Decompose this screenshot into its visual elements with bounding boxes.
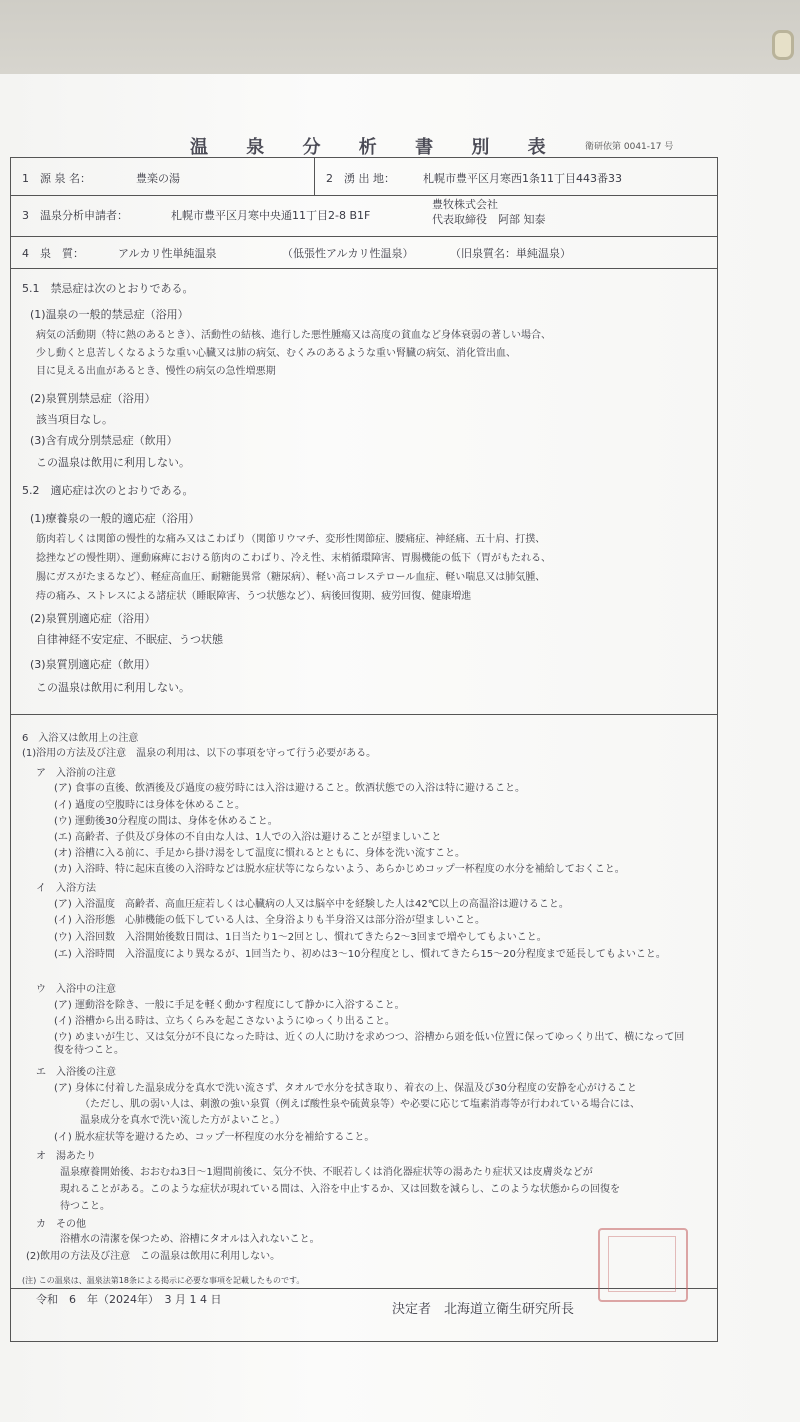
subsection-title: エ 入浴後の注意: [36, 1067, 116, 1078]
text-line: 自律神経不安定症、不眠症、うつ状態: [36, 633, 223, 646]
text-line: この温泉は飲用に利用しない。: [36, 681, 190, 694]
row-divider: [10, 236, 718, 237]
wall-hook: [772, 30, 794, 60]
text-line: 腸にガスがたまるなど）、軽症高血圧、耐糖能異常（糖尿病）、軽い高コレステロール血症、軽い喘息又は肺気腫、: [36, 572, 546, 583]
text-line: (イ) 浴槽から出る時は、立ちくらみを起こさないようにゆっくり出ること。: [54, 1016, 395, 1027]
drinking-note: (2)飲用の方法及び注意 この温泉は飲用に利用しない。: [26, 1251, 281, 1262]
text-line: 病気の活動期（特に熱のあるとき）、活動性の結核、進行した悪性腫瘍又は高度の貧血など身体衰弱の著しい場合、: [36, 330, 551, 341]
text-line: 筋肉若しくは関節の慢性的な痛み又はこわばり（関節リウマチ、変形性関節症、腰痛症、神経痛、五十肩、打撲、: [36, 534, 546, 545]
text-line: (イ) 入浴形態 心肺機能の低下している人は、全身浴よりも半身浴又は部分浴が望ましいこと。: [54, 915, 485, 926]
applicant-label: 3 温泉分析申請者：: [22, 209, 128, 222]
row-divider: [10, 195, 718, 196]
text-line: (ア) 入浴温度 高齢者、高血圧症若しくは心臓病の人又は脳卒中を経験した人は42℃以上の高温浴は避けること。: [54, 899, 569, 910]
official-seal-inner: [608, 1236, 676, 1292]
text-line: 待つこと。: [60, 1201, 110, 1212]
text-line: 浴槽水の清潔を保つため、浴槽にタオルは入れないこと。: [60, 1234, 320, 1245]
section-5-2-item2-title: (2)泉質別適応症（浴用）: [30, 612, 156, 625]
section-5-2-heading: 5.2 適応症は次のとおりである。: [22, 484, 194, 497]
text-line: (エ) 入浴時間 入浴温度により異なるが、1回当たり、初めは3～10分程度とし、慣れてきたら15～20分程度まで延長してもよいこと。: [54, 949, 666, 960]
text-line: (ア) 身体に付着した温泉成分を真水で洗い流さず、タオルで水分を拭き取り、着衣の上、保温及び30分程度の安静を心がけること: [54, 1083, 637, 1094]
row-divider: [10, 268, 718, 269]
text-line: （ただし、肌の弱い人は、刺激の強い泉質（例えば酸性泉や硫黄泉等）や必要に応じて塩素消毒等が行われている場合には、: [80, 1099, 640, 1110]
decision-date: 令和 6 年（2024年） 3 月 1 4 日: [36, 1293, 222, 1306]
location-label: 2 湧 出 地：: [326, 172, 395, 185]
applicant-address: 札幌市豊平区月寒中央通11丁目2-8 B1F: [171, 209, 371, 222]
section-5-1-item1-title: (1)温泉の一般的禁忌症（浴用）: [30, 308, 189, 321]
text-line: 温泉療養開始後、おおむね3日～1週間前後に、気分不快、不眠若しくは消化器症状等の湯あたり症状又は皮膚炎などが: [60, 1167, 593, 1178]
column-divider: [314, 157, 315, 195]
section-5-1-item3-title: (3)含有成分別禁忌症（飲用）: [30, 434, 178, 447]
section-5-2-item3-title: (3)泉質別適応症（飲用）: [30, 658, 156, 671]
text-line: 目に見える出血があるとき、慢性の病気の急性増悪期: [36, 366, 276, 377]
text-line: (イ) 脱水症状等を避けるため、コップ一杯程度の水分を補給すること。: [54, 1132, 375, 1143]
footer-note: (注) この温泉は、温泉法第18条による掲示に必要な事項を記載したものです。: [22, 1276, 305, 1285]
text-line: (オ) 浴槽に入る前に、手足から掛け湯をして温度に慣れるとともに、身体を洗い流すこと。: [54, 848, 465, 859]
document-title: 温 泉 分 析 書 別 表: [190, 137, 562, 158]
spring-quality-sub: （低張性アルカリ性温泉）: [282, 247, 414, 260]
spring-quality-value: アルカリ性単純温泉: [118, 247, 217, 260]
subsection-title: ウ 入浴中の注意: [36, 984, 116, 995]
old-spring-name: （旧泉質名：単純温泉）: [450, 247, 571, 260]
text-line: (ア) 食事の直後、飲酒後及び過度の疲労時には入浴は避けること。飲酒状態での入浴は特に避けること。: [54, 783, 525, 794]
text-line: (ウ) 入浴回数 入浴開始後数日間は、1日当たり1～2回とし、慣れてきたら2～3回まで増やしてもよいこと。: [54, 932, 547, 943]
wall-background: [0, 0, 800, 80]
subsection-title: オ 湯あたり: [36, 1151, 96, 1162]
document-number: 衛研依第 0041-17 号: [585, 142, 674, 152]
text-line: 温泉成分を真水で洗い流した方がよいこと。）: [80, 1115, 285, 1126]
text-line: 捻挫などの慢性期）、運動麻痺における筋肉のこわばり、冷え性、末梢循環障害、胃腸機能の低下（胃がもたれる、: [36, 553, 551, 564]
text-line: 痔の痛み、ストレスによる諸症状（睡眠障害、うつ状態など）、病後回復期、疲労回復、健康増進: [36, 591, 472, 602]
decision-authority: 決定者 北海道立衛生研究所長: [392, 1302, 575, 1317]
location-value: 札幌市豊平区月寒西1条11丁目443番33: [423, 172, 622, 185]
text-line: (ア) 運動浴を除き、一般に手足を軽く動かす程度にして静かに入浴すること。: [54, 1000, 405, 1011]
section-5-2-item1-title: (1)療養泉の一般的適応症（浴用）: [30, 512, 200, 525]
subsection-title: イ 入浴方法: [36, 883, 96, 894]
applicant-representative: 代表取締役 阿部 知泰: [432, 213, 546, 226]
text-line: (ウ) めまいが生じ、又は気分が不良になった時は、近くの人に助けを求めつつ、浴槽から頭を低い位置に保ってゆっくり出て、横になって回復を待つこと。: [54, 1032, 685, 1056]
text-line: (カ) 入浴時、特に起床直後の入浴時などは脱水症状等にならないよう、あらかじめコップ一杯程度の水分を補給しておくこと。: [54, 864, 625, 875]
row-divider: [10, 714, 718, 715]
text-line: (ウ) 運動後30分程度の間は、身体を休めること。: [54, 816, 278, 827]
spring-quality-label: 4 泉 質：: [22, 247, 84, 260]
source-name-value: 豊楽の湯: [136, 172, 180, 185]
text-line: (エ) 高齢者、子供及び身体の不自由な人は、1人での入浴は避けることが望ましいこと: [54, 832, 442, 843]
source-name-label: 1 源 泉 名：: [22, 172, 91, 185]
text-line: (イ) 過度の空腹時には身体を休めること。: [54, 800, 245, 811]
text-line: この温泉は飲用に利用しない。: [36, 456, 190, 469]
section-5-1-heading: 5.1 禁忌症は次のとおりである。: [22, 282, 194, 295]
applicant-company: 豊牧株式会社: [432, 198, 498, 211]
subsection-title: ア 入浴前の注意: [36, 768, 116, 779]
text-line: 少し動くと息苦しくなるような重い心臓又は肺の病気、むくみのあるような重い腎臓の病気、消化管出血、: [36, 348, 516, 359]
text-line: 該当項目なし。: [36, 413, 113, 426]
section-6-heading: 6 入浴又は飲用上の注意: [22, 733, 139, 744]
subsection-title: カ その他: [36, 1219, 86, 1230]
section-5-1-item2-title: (2)泉質別禁忌症（浴用）: [30, 392, 156, 405]
text-line: 現れることがある。このような症状が現れている間は、入浴を中止するか、又は回数を減らし、このような状態からの回復を: [60, 1184, 620, 1195]
section-6-intro: (1)浴用の方法及び注意 温泉の利用は、以下の事項を守って行う必要がある。: [22, 748, 377, 759]
